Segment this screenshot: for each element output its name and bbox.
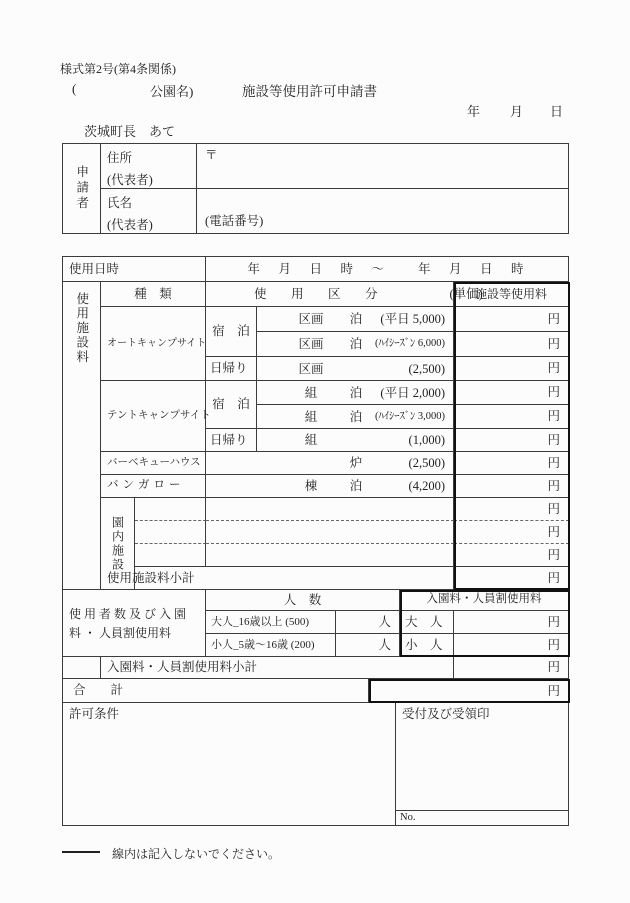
auto-stay-row-highseason [257,332,454,357]
bbq-division-row [206,452,454,475]
thick-line-sample [62,851,100,853]
unit-price: (ﾊｲｼｰｽﾞﾝ 6,000) [375,337,445,349]
tent-stay-row-highseason [257,405,454,429]
col-division-header: 使 用 区 分 [254,286,384,301]
fee-yen-cell: 円 [454,475,569,498]
auto-day-label: 日帰り [206,357,257,381]
unit-price: (ﾊｲｼｰｽﾞﾝ 3,000) [375,410,445,422]
unit-price: (2,500) [408,361,445,376]
fee-yen-cell: 円 [454,498,569,521]
receipt-stamp-cell: 受付及び受領印 [396,703,569,811]
col-division-header-cell [206,282,483,307]
total-label-cell: 合 計 [63,679,369,703]
auto-day-row [257,357,454,381]
permit-conditions-cell: 許可条件 [63,703,396,826]
park-facility-blank-cell [206,544,454,567]
unit-price: (4,200) [408,478,445,493]
tent-site-label: テントキャンプサイト [101,381,206,452]
auto-stay-row-weekday [257,307,454,332]
name-rep-label: (代表者) [107,218,153,232]
name-label: 氏名 [107,196,133,210]
visitors-side-label-line2: 料 ・ 人員割使用料 [69,626,172,640]
unit-price: (平日 2,000) [380,385,445,400]
tent-stay-label: 宿 泊 [206,381,257,429]
address-rep-label: (代表者) [107,173,153,187]
col-fee-header: 施設等使用料 [454,282,569,307]
applicant-side-label: 申請者 [63,144,101,234]
date-year-label: 年 [467,104,481,119]
adult-count-unit-cell: 人 [336,611,400,634]
facility-fee-side-label: 使用施設料 [63,282,101,590]
fee-yen-cell: 円 [454,567,569,590]
phone-label: (電話番号) [205,214,264,228]
fee-yen-cell: 円 [454,357,569,381]
entry-fee-subtotal-label: 入園料・人員割使用料小計 [101,657,454,679]
park-facility-blank-cell [206,521,454,544]
fee-yen-cell: 円 [454,657,569,679]
division-night: 泊 [349,311,363,326]
page-title: 施設等使用許可申請書 [242,84,377,99]
auto-site-label: オートキャンプサイト [101,307,206,381]
visitors-side-label-cell [63,590,206,657]
entry-fee-header: 入園料・人員割使用料 [400,590,569,611]
park-name-paren-open: ( [72,81,77,96]
fee-yen-cell: 円 [454,521,569,544]
child-count-unit-cell: 人 [336,634,400,657]
col-kind-header: 種 類 [101,282,206,307]
usage-table [62,256,569,826]
division-night: 泊 [349,478,363,493]
date-day-label: 日 [550,104,564,119]
fee-yen-cell: 円 [454,332,569,357]
fee-yen-cell: 円 [454,611,569,634]
fee-yen-cell: 円 [454,544,569,567]
datetime-label-cell: 使用日時 [63,257,206,282]
applicant-name-value-cell [197,189,569,234]
col-unit-price-header: (単価) [449,286,483,301]
division-name: 組 [304,432,318,447]
fee-yen-cell: 円 [454,429,569,452]
division-name: 区画 [298,361,324,376]
total-yen-cell: 円 [369,679,570,703]
fee-yen-cell: 円 [454,381,569,405]
count-header: 人 数 [206,590,400,611]
receipt-number-cell: No. [396,811,569,826]
division-name: 炉 [349,455,363,470]
visitors-side-label-line1: 使 用 者 数 及 び 入 園 [69,607,187,621]
fee-yen-cell: 円 [454,405,569,429]
facility-fee-subtotal-label: 使用施設料小計 [101,567,454,590]
bungalow-division-row [206,475,454,498]
park-facility-blank-cell [135,521,206,544]
unit-price: (2,500) [408,455,445,470]
applicant-address-label-cell [101,144,197,189]
division-night: 泊 [349,385,363,400]
auto-stay-label: 宿 泊 [206,307,257,357]
division-night: 泊 [349,336,363,351]
child-label-cell: 小人_5歳～16歳 (200) [206,634,336,657]
division-name: 区画 [298,311,324,326]
visitors-subtotal-spacer-cell [63,657,101,679]
division-night: 泊 [349,409,363,424]
tent-day-label: 日帰り [206,429,257,452]
park-facility-blank-cell [135,498,206,521]
park-facility-blank-cell [206,498,454,521]
child-category-cell: 小 人 [400,634,454,657]
division-name: 組 [304,409,318,424]
address-label: 住所 [107,151,133,165]
division-name: 棟 [304,478,318,493]
division-name: 組 [304,385,318,400]
bbq-house-label: バーベキューハウス [101,452,206,475]
unit-price: (1,000) [408,432,445,447]
addressee: 茨城町長 あて [84,124,176,139]
division-name: 区画 [298,336,324,351]
park-facilities-side-label: 園内施設 [101,498,135,590]
footnote-text: 線内は記入しないでください。 [112,847,281,861]
park-facility-blank-cell [135,544,206,567]
date-month-label: 月 [510,104,524,119]
fee-yen-cell: 円 [454,307,569,332]
tent-stay-row-weekday [257,381,454,405]
applicant-name-label-cell [101,189,197,234]
fee-yen-cell: 円 [454,452,569,475]
postal-mark: 〒 [205,148,218,162]
unit-price: (平日 5,000) [380,311,445,326]
adult-label-cell: 大人_16歳以上 (500) [206,611,336,634]
bungalow-label: バンガロー [101,475,206,498]
datetime-value-cell: 年 月 日 時 ～ 年 月 日 時 [206,257,569,282]
fee-yen-cell: 円 [454,634,569,657]
tent-day-row [257,429,454,452]
adult-category-cell: 大 人 [400,611,454,634]
applicant-table [62,143,569,234]
park-name-label: 公園名) [150,84,194,99]
applicant-address-value-cell [197,144,569,189]
form-number: 様式第2号(第4条関係) [60,62,176,76]
